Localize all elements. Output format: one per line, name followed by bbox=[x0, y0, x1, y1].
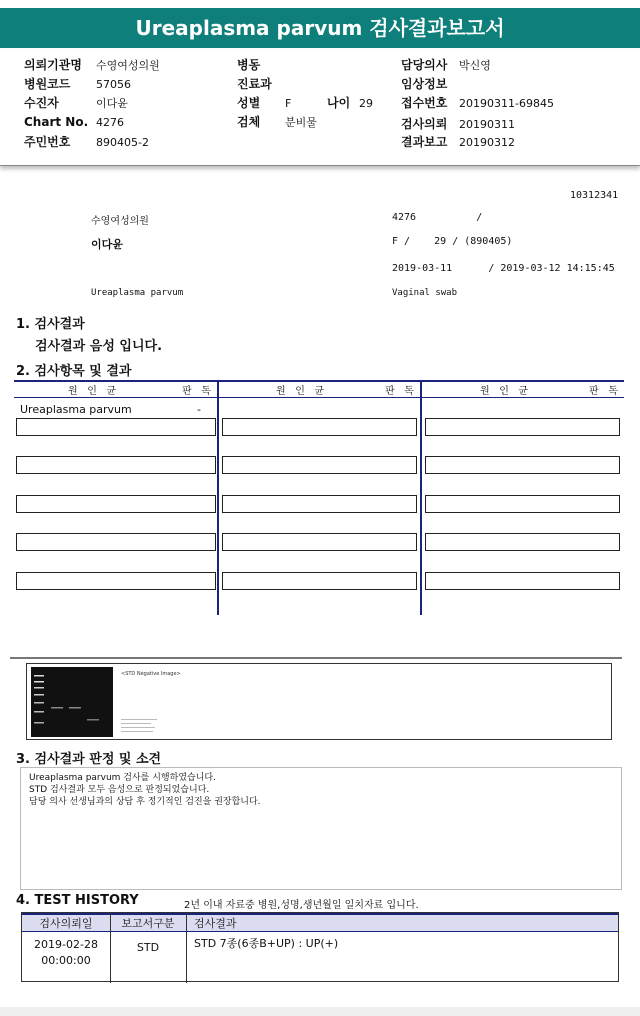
history-result: STD 7종(6종B+UP) : UP(+) bbox=[194, 937, 339, 950]
report-title: Ureaplasma parvum 검사결과보고서 bbox=[0, 8, 640, 48]
result-cell bbox=[222, 418, 417, 436]
col-judgment: 판 독 bbox=[589, 386, 618, 397]
info-specimen: Vaginal swab bbox=[392, 288, 458, 298]
result-cell bbox=[222, 456, 417, 474]
result-cell bbox=[425, 533, 620, 551]
ward-field: 병동 bbox=[237, 58, 261, 72]
section1-result: 검사결과 음성 입니다. bbox=[35, 339, 163, 354]
age-field: 나이 29 bbox=[327, 96, 373, 110]
section-separator bbox=[10, 657, 622, 659]
result-cell bbox=[222, 572, 417, 590]
info-sex-age: F / 29 / (890405) bbox=[392, 236, 513, 247]
result-cell bbox=[16, 418, 216, 436]
info-chart: 4276 / bbox=[392, 212, 483, 223]
result-cell bbox=[222, 533, 417, 551]
section4-title: 4. TEST HISTORY bbox=[16, 893, 139, 908]
department-field: 진료과 bbox=[237, 77, 272, 91]
hospital-field: 의뢰기관명 수영여성의원 bbox=[24, 58, 160, 72]
info-hospital: 수영여성의원 bbox=[91, 216, 149, 227]
gel-image bbox=[31, 667, 113, 737]
result-cell bbox=[425, 418, 620, 436]
image-caption: <STD Negative Image> bbox=[121, 671, 181, 677]
result-cell bbox=[425, 572, 620, 590]
section1-title: 1. 검사결과 bbox=[16, 317, 85, 332]
row1-result: - bbox=[197, 403, 201, 416]
receipt-no-field: 접수번호 20190311-69845 bbox=[401, 96, 554, 110]
col-pathogen: 원 인 균 bbox=[480, 386, 529, 397]
col-request-date: 검사의뢰일 bbox=[22, 913, 110, 932]
result-cell bbox=[425, 495, 620, 513]
hospital-code-field: 병원코드 57056 bbox=[24, 77, 131, 91]
result-cell bbox=[16, 495, 216, 513]
history-note: 2년 이내 자료중 병원,성명,생년월일 일치자료 입니다. bbox=[184, 900, 419, 911]
image-legend bbox=[121, 716, 161, 735]
info-patient: 이다윤 bbox=[91, 238, 123, 251]
report-header bbox=[0, 50, 640, 166]
opinion-line: Ureaplasma parvum 검사를 시행하였습니다. bbox=[29, 773, 216, 783]
col-test-result: 검사결과 bbox=[186, 913, 618, 932]
history-type: STD bbox=[136, 941, 160, 954]
document-id: 10312341 bbox=[570, 190, 619, 201]
col-pathogen: 원 인 균 bbox=[68, 386, 117, 397]
row1-pathogen: Ureaplasma parvum bbox=[20, 403, 132, 416]
resident-no-field: 주민번호 890405-2 bbox=[24, 135, 149, 149]
history-date: 2019-02-28 bbox=[34, 938, 98, 951]
patient-field: 수진자 이다윤 bbox=[24, 96, 128, 110]
opinion-box bbox=[20, 767, 622, 890]
opinion-line: STD 검사결과 모두 음성으로 판정되었습니다. bbox=[29, 785, 210, 795]
result-cell bbox=[16, 456, 216, 474]
gel-bands bbox=[31, 667, 113, 737]
sex-field: 성별 F bbox=[237, 96, 292, 110]
history-table bbox=[21, 912, 619, 982]
col-pathogen: 원 인 균 bbox=[276, 386, 325, 397]
result-cell bbox=[16, 572, 216, 590]
opinion-line: 담당 의사 선생님과의 상담 후 정기적인 검진을 권장합니다. bbox=[29, 797, 261, 807]
specimen-field: 검체 분비물 bbox=[237, 115, 317, 129]
chart-no-field: Chart No. 4276 bbox=[24, 115, 124, 129]
section2-title: 2. 검사항목 및 결과 bbox=[16, 364, 132, 379]
clinical-info-field: 임상정보 bbox=[401, 77, 448, 91]
col-judgment: 판 독 bbox=[385, 386, 414, 397]
info-dates: 2019-03-11 / 2019-03-12 14:15:45 bbox=[392, 263, 615, 274]
result-cell bbox=[222, 495, 417, 513]
results-table-divider bbox=[217, 380, 219, 615]
col-report-type: 보고서구분 bbox=[110, 913, 186, 932]
result-cell bbox=[16, 533, 216, 551]
results-table-header-line bbox=[14, 397, 624, 398]
history-time: 00:00:00 bbox=[41, 954, 91, 967]
col-judgment: 판 독 bbox=[182, 386, 211, 397]
result-cell bbox=[425, 456, 620, 474]
doctor-field: 담당의사 박신영 bbox=[401, 58, 491, 72]
report-date-field: 결과보고 20190312 bbox=[401, 135, 515, 149]
request-date-field: 검사의뢰 20190311 bbox=[401, 117, 515, 131]
results-table-divider bbox=[420, 380, 422, 615]
info-test: Ureaplasma parvum bbox=[91, 288, 184, 298]
std-image-box bbox=[26, 663, 612, 740]
history-divider bbox=[186, 913, 187, 983]
section3-title: 3. 검사결과 판정 및 소견 bbox=[16, 752, 162, 767]
